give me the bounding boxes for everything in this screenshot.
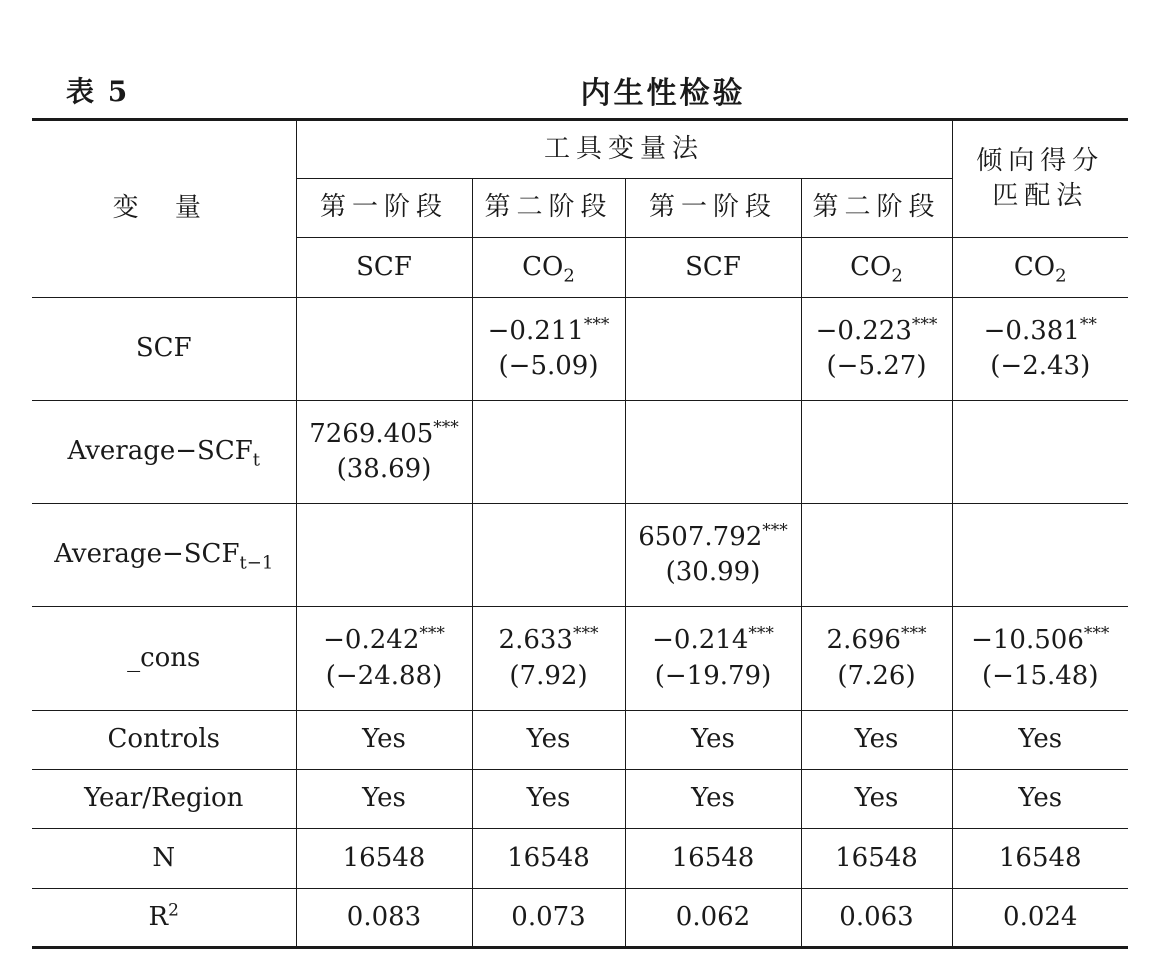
coefficient: −0.381: [983, 315, 1080, 346]
significance-stars: ***: [419, 624, 445, 645]
table-row-average-scf-t-1: [32, 504, 1128, 607]
table-cell: Yes: [801, 770, 952, 829]
coefficient: −10.506: [971, 625, 1084, 656]
coefficient: −0.242: [323, 625, 420, 656]
table-caption: [32, 62, 1128, 112]
coefficient: −0.214: [652, 625, 749, 656]
table-cell: Yes: [296, 711, 472, 770]
table-cell: 0.073: [472, 889, 625, 948]
row-label: $R^2$: [32, 889, 296, 948]
table-row-year-region: [32, 770, 1128, 829]
stage-header: 第二阶段: [472, 179, 625, 238]
table-cell: [801, 401, 952, 504]
depvar-header: SCF: [625, 238, 801, 298]
stage-header: 第二阶段: [801, 179, 952, 238]
table-cell: Yes: [952, 770, 1128, 829]
table-cell: Yes: [625, 770, 801, 829]
psm-header-line1: 倾向得分: [976, 145, 1105, 176]
significance-stars: ***: [911, 314, 938, 335]
row-label: _cons: [32, 607, 296, 711]
significance-stars: ***: [762, 520, 788, 541]
table-row-scf: [32, 298, 1128, 401]
t-statistic: (−2.43): [990, 351, 1091, 381]
coefficient: 2.633: [498, 625, 573, 656]
t-statistic: (−24.88): [325, 660, 443, 691]
t-statistic: (7.92): [509, 660, 588, 691]
significance-stars: ***: [583, 314, 610, 335]
table-cell: 0.083: [296, 889, 472, 948]
table-cell: [625, 298, 801, 401]
coefficient: 7269.405: [309, 418, 434, 449]
significance-stars: **: [1079, 314, 1097, 335]
iv-group-header: 工具变量法: [296, 120, 952, 179]
t-statistic: (−5.27): [826, 351, 927, 381]
table-cell: [296, 504, 472, 607]
table-cell: [472, 504, 625, 607]
table-cell: Yes: [296, 770, 472, 829]
variable-header: 变 量: [32, 120, 296, 298]
table-cell: [625, 607, 801, 711]
significance-stars: ***: [748, 624, 774, 645]
table-cell: [801, 298, 952, 401]
depvar-header: $CO_2$: [952, 238, 1128, 298]
table-row-r2: [32, 889, 1128, 948]
depvar-header: $CO_2$: [472, 238, 625, 298]
t-statistic: (30.99): [665, 557, 761, 587]
table-row-controls: [32, 711, 1128, 770]
table-cell: Yes: [801, 711, 952, 770]
table-cell: 0.063: [801, 889, 952, 948]
significance-stars: ***: [1083, 624, 1110, 645]
t-statistic: (7.26): [837, 660, 916, 691]
stage-header: 第一阶段: [296, 179, 472, 238]
results-table-container: [32, 118, 1128, 949]
table-cell: Yes: [472, 711, 625, 770]
coefficient: 6507.792: [638, 521, 763, 552]
row-label: Year/Region: [32, 770, 296, 829]
table-row-average-scf-t: [32, 401, 1128, 504]
significance-stars: ***: [572, 624, 599, 645]
table-cell: 0.024: [952, 889, 1128, 948]
table-cell: Yes: [625, 711, 801, 770]
table-cell: [472, 298, 625, 401]
table-cell: 16548: [296, 829, 472, 889]
header-row-group: [32, 120, 1128, 179]
table-cell: [952, 401, 1128, 504]
t-statistic: (−15.48): [981, 660, 1099, 691]
row-label: N: [32, 829, 296, 889]
table-row-cons: [32, 607, 1128, 711]
coefficient: 2.696: [826, 625, 901, 656]
table-cell: 16548: [952, 829, 1128, 889]
psm-header-line2: 匹配法: [992, 181, 1089, 211]
table-cell: [625, 401, 801, 504]
table-cell: 16548: [472, 829, 625, 889]
table-cell: 16548: [801, 829, 952, 889]
t-statistic: (−19.79): [654, 660, 772, 691]
coefficient: −0.211: [487, 315, 584, 346]
table-title: 内生性检验: [580, 76, 746, 111]
table-cell: [296, 298, 472, 401]
table-cell: [952, 504, 1128, 607]
depvar-header: $CO_2$: [801, 238, 952, 298]
depvar-header: SCF: [296, 238, 472, 298]
row-label: Controls: [32, 711, 296, 770]
table-cell: [296, 401, 472, 504]
row-label: $Average-SCF_{t-1}$: [32, 504, 296, 607]
table-cell: [296, 607, 472, 711]
table-cell: [952, 607, 1128, 711]
table-cell: Yes: [472, 770, 625, 829]
row-label: SCF: [32, 298, 296, 401]
row-label: $Average-SCF_t$: [32, 401, 296, 504]
table-cell: [472, 401, 625, 504]
results-table: [32, 118, 1128, 949]
coefficient: −0.223: [815, 315, 912, 346]
table-cell: [801, 504, 952, 607]
table-cell: 0.062: [625, 889, 801, 948]
table-cell: [472, 607, 625, 711]
significance-stars: ***: [900, 624, 927, 645]
table-cell: 16548: [625, 829, 801, 889]
table-cell: [801, 607, 952, 711]
psm-group-header: [952, 120, 1128, 238]
stage-header: 第一阶段: [625, 179, 801, 238]
table-cell: Yes: [952, 711, 1128, 770]
table-cell: [625, 504, 801, 607]
t-statistic: (−5.09): [498, 351, 599, 381]
table-number: 表 5: [66, 75, 130, 108]
table-cell: [952, 298, 1128, 401]
table-row-n: [32, 829, 1128, 889]
t-statistic: (38.69): [336, 454, 432, 484]
significance-stars: ***: [433, 417, 459, 438]
